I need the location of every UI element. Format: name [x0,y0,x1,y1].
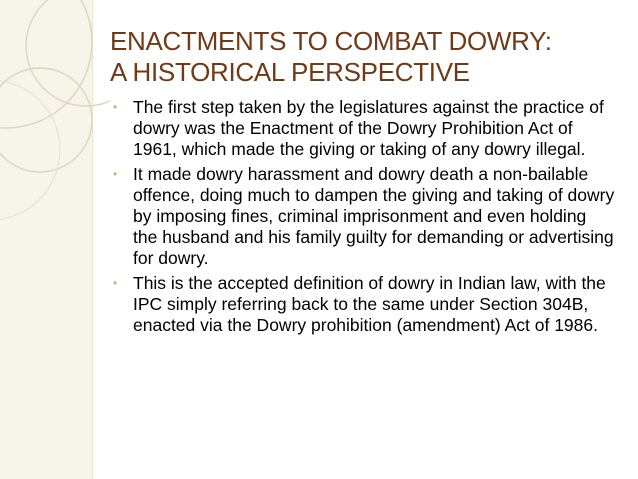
bullet-marker: • [113,100,118,114]
decorative-ring-faint [0,80,60,220]
slide-title-line-2: A HISTORICAL PERSPECTIVE [110,57,470,87]
decorative-rings [0,0,110,479]
bullet-item-1 [110,97,615,160]
slide-title-line-1: ENACTMENTS TO COMBAT DOWRY: [110,26,552,56]
bullet-text-2: It made dowry harassment and dowry death a non-bailable offence, doing much to dampen the giving and taking of dowry by imposing fines, criminal imprisonment and even holding the husband and his family guilty for demanding or advertising for dowry. [133,164,615,268]
bullet-list [110,97,615,340]
bullet-item-3 [110,273,615,336]
bullet-item-2 [110,164,615,269]
bullet-text-1: The first step taken by the legislatures against the practice of dowry was the Enactment of the Dowry Prohibition Act of 1961, which made the giving or taking of any dowry illegal. [133,97,604,159]
bullet-marker: • [113,276,118,290]
decorative-ring-medium [0,68,92,172]
decorative-ring-small [26,0,110,106]
bullet-text-3: This is the accepted definition of dowry in Indian law, with the IPC simply referring back to the same under Section 304B, enacted via the Dowry prohibition (amendment) Act of 1986. [133,273,606,335]
bullet-marker: • [113,167,118,181]
slide-title [110,26,620,88]
